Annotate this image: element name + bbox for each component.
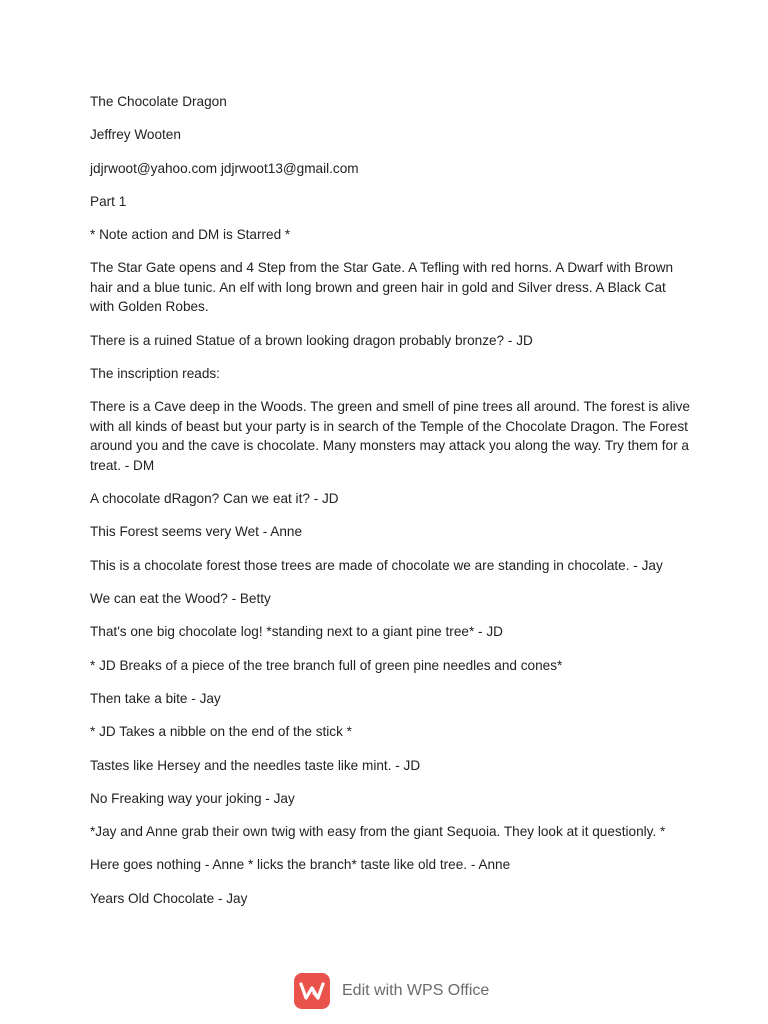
document-paragraph: There is a ruined Statue of a brown looking dragon probably bronze? - JD — [90, 332, 533, 348]
document-paragraph: This is a chocolate forest those trees are made of chocolate we are standing in chocolate. - Jay — [90, 557, 663, 573]
document-paragraph: Then take a bite - Jay — [90, 690, 221, 706]
document-paragraph: No Freaking way your joking - Jay — [90, 790, 295, 806]
document-contact-emails: jdjrwoot@yahoo.com jdjrwoot13@gmail.com — [90, 160, 359, 176]
edit-with-wps-office-label: Edit with WPS Office — [342, 982, 490, 999]
document-paragraph: The inscription reads: — [90, 366, 220, 382]
document-paragraph: A chocolate dRagon? Can we eat it? - JD — [90, 491, 339, 507]
document-paragraph: * JD Takes a nibble on the end of the stick * — [90, 724, 352, 740]
document-author: Jeffrey Wooten — [90, 127, 181, 143]
document-paragraph: This Forest seems very Wet - Anne — [90, 524, 303, 540]
document-part-heading: Part 1 — [90, 193, 127, 209]
edit-with-wps-office-button[interactable] — [294, 972, 489, 1010]
document-title: The Chocolate Dragon — [90, 94, 227, 109]
document-paragraph: There is a Cave deep in the Woods. The green and smell of pine trees all around. The forest is alive with all kinds of beast but your party is in search of the Temple of the Chocolate Dragon. The Forest around you and the cave is chocolate. Many monsters may attack you along the way. Try them for a treat. - DM — [90, 399, 690, 473]
document-paragraph: We can eat the Wood? - Betty — [90, 591, 271, 607]
document-paragraph: That's one big chocolate log! *standing next to a giant pine tree* - JD — [90, 624, 503, 640]
document-paragraph: * JD Breaks of a piece of the tree branch full of green pine needles and cones* — [90, 657, 563, 673]
wps-office-icon — [294, 973, 330, 1009]
document-paragraph: Here goes nothing - Anne * licks the branch* taste like old tree. - Anne — [90, 857, 511, 873]
document-body — [90, 92, 690, 922]
document-paragraph: *Jay and Anne grab their own twig with easy from the giant Sequoia. They look at it questionly. * — [90, 824, 666, 840]
document-paragraph: Tastes like Hersey and the needles taste like mint. - JD — [90, 757, 421, 773]
document-paragraph: The Star Gate opens and 4 Step from the Star Gate. A Tefling with red horns. A Dwarf with Brown hair and a blue tunic. An elf with long brown and green hair in gold and Silver dress. A Black Cat with Golden Robes. — [90, 260, 674, 315]
document-paragraph: * Note action and DM is Starred * — [90, 227, 291, 243]
document-paragraph: Years Old Chocolate - Jay — [90, 890, 248, 906]
